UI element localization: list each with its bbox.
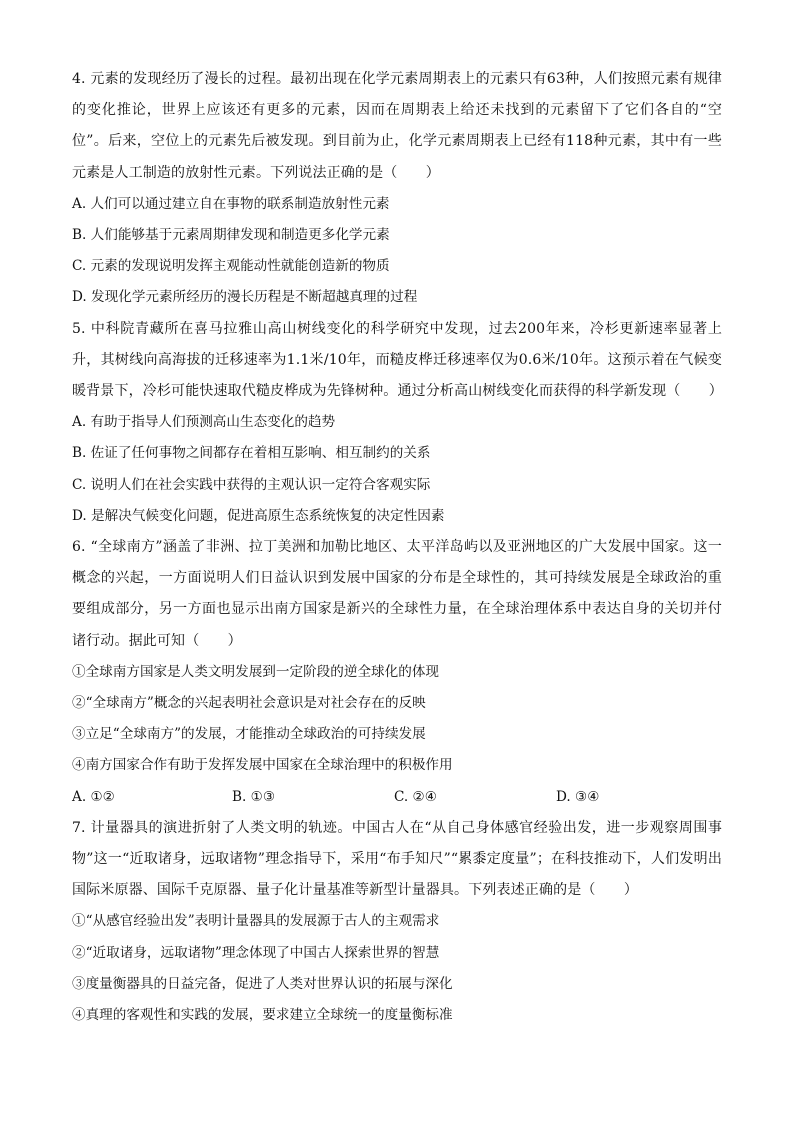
question-6-choice-c: C. ②④ — [394, 788, 437, 805]
question-6 — [72, 532, 722, 813]
question-4-option-b: B. 人们能够基于元素周期律发现和制造更多化学元素 — [72, 227, 390, 244]
question-7 — [72, 813, 722, 1031]
question-4 — [72, 64, 722, 314]
question-7-statement-1: ①“从感官经验出发”表明计量器具的发展源于古人的主观需求 — [72, 913, 440, 930]
question-6-statement-2: ②“全球南方”概念的兴起表明社会意识是对社会存在的反映 — [72, 695, 426, 712]
question-6-choice-b: B. ①③ — [232, 788, 276, 805]
question-6-statement-4: ④南方国家合作有助于发挥发展中国家在全球治理中的积极作用 — [72, 757, 453, 774]
question-4-stem: 4. 元素的发现经历了漫长的过程。最初出现在化学元素周期表上的元素只有63种，人们按照元素有规律的变化推论，世界上应该还有更多的元素，因而在周期表上给还未找到的元素留下了它们各自的“空位”。后来，空位上的元素先后被发现。到目前为止，化学元素周期表上已经有118种元素，其中有一些元素是人工制造的放射性元素。下列说法正确的是（ ） — [72, 71, 722, 181]
question-7-stem: 7. 计量器具的演进折射了人类文明的轨迹。中国古人在“从自己身体感官经验出发，进一步观察周围事物”这一“近取诸身，远取诸物”理念指导下，采用“布手知尺”“累黍定度量”；在科技推动下，人们发明出国际米原器、国际千克原器、量子化计量基准等新型计量器具。下列表述正确的是（ ） — [72, 819, 722, 899]
question-5-option-d: D. 是解决气候变化问题，促进高原生态系统恢复的决定性因素 — [72, 507, 445, 524]
question-4-option-d: D. 发现化学元素所经历的漫长历程是不断超越真理的过程 — [72, 289, 418, 306]
question-5-stem: 5. 中科院青藏所在喜马拉雅山高山树线变化的科学研究中发现，过去200年来，冷杉更新速率显著上升，其树线向高海拔的迁移速率为1.1米/10年，而糙皮桦迁移速率仅为0.6米/10年。这预示着在气候变暖背景下，冷杉可能快速取代糙皮桦成为先锋树种。通过分析高山树线变化而获得的科学新发现（ ） — [72, 320, 723, 400]
exam-page — [72, 64, 722, 1031]
question-6-statement-3: ③立足“全球南方”的发展，才能推动全球政治的可持续发展 — [72, 726, 426, 743]
question-7-statement-4: ④真理的客观性和实践的发展，要求建立全球统一的度量衡标准 — [72, 1007, 453, 1024]
question-6-choice-a: A. ①② — [72, 788, 115, 805]
question-7-statement-2: ②“近取诸身，远取诸物”理念体现了中国古人探索世界的智慧 — [72, 944, 440, 961]
question-6-choice-d: D. ③④ — [556, 788, 600, 805]
question-5-option-a: A. 有助于指导人们预测高山生态变化的趋势 — [72, 414, 336, 431]
question-5-option-c: C. 说明人们在社会实践中获得的主观认识一定符合客观实际 — [72, 476, 431, 493]
question-7-statement-3: ③度量衡器具的日益完备，促进了人类对世界认识的拓展与深化 — [72, 975, 453, 992]
question-4-option-c: C. 元素的发现说明发挥主观能动性就能创造新的物质 — [72, 258, 390, 275]
question-6-stem: 6. “全球南方”涵盖了非洲、拉丁美洲和加勒比地区、太平洋岛屿以及亚洲地区的广大发展中国家。这一概念的兴起，一方面说明人们日益认识到发展中国家的分布是全球性的，其可持续发展是全球政治的重要组成部分，另一方面也显示出南方国家是新兴的全球性力量，在全球治理体系中表达自身的关切并付诸行动。据此可知（ ） — [72, 539, 722, 649]
question-6-statement-1: ①全球南方国家是人类文明发展到一定阶段的逆全球化的体现 — [72, 663, 440, 680]
question-6-choices — [72, 782, 722, 813]
question-5-option-b: B. 佐证了任何事物之间都存在着相互影响、相互制约的关系 — [72, 445, 431, 462]
question-5 — [72, 314, 722, 532]
question-4-option-a: A. 人们可以通过建立自在事物的联系制造放射性元素 — [72, 195, 390, 212]
